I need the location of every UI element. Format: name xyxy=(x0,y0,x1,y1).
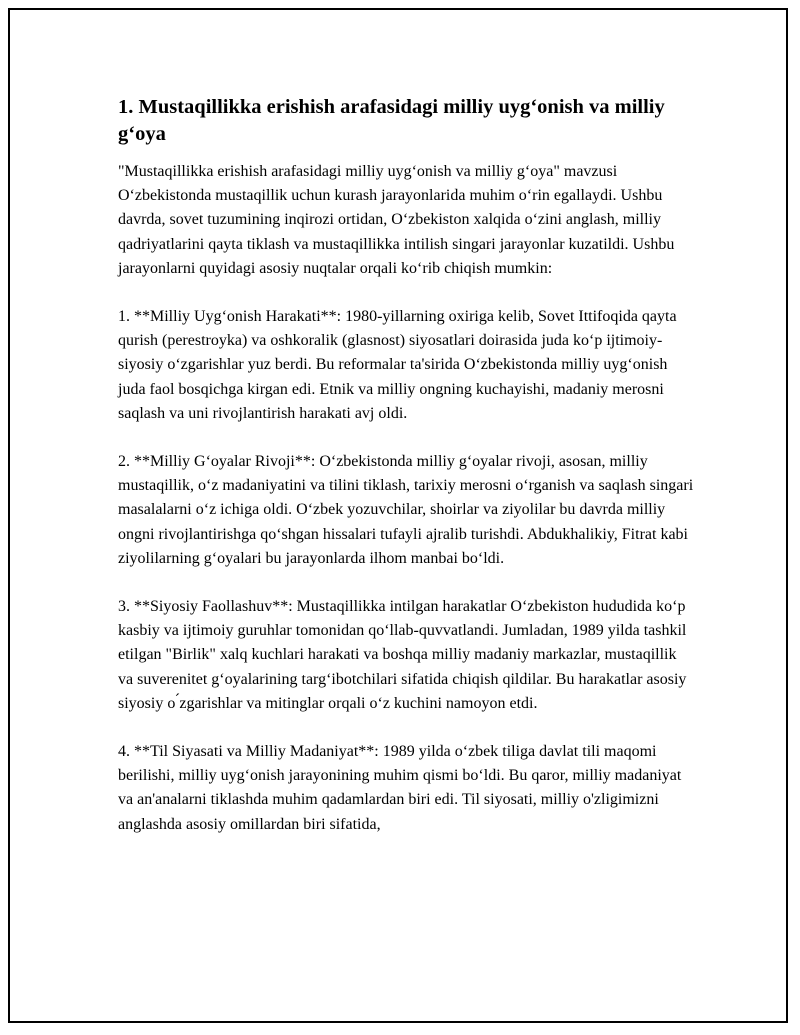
page-frame xyxy=(8,8,788,1023)
paragraph-intro: "Mustaqillikka erishish arafasidagi milliy uyg‘onish va milliy g‘oya" mavzusi O‘zbekistonda mustaqillik uchun kurash jarayonlarida muhim o‘rin egallaydi. Ushbu davrda, sovet tuzumining inqirozi ortidan, O‘zbekiston xalqida o‘zini anglash, milliy qadriyatlarini qayta tiklash va mustaqillikka intilish singari jarayonlar kuzatildi. Ushbu jarayonlarni quyidagi asosiy nuqtalar orqali ko‘rib chiqish mumkin: xyxy=(118,163,675,277)
paragraph-point-3: 3. **Siyosiy Faollashuv**: Mustaqillikka intilgan harakatlar O‘zbekiston hududida ko‘p kasbiy va ijtimoiy guruhlar tomonidan qo‘llab-quvvatlandi. Jumladan, 1989 yilda tashkil etilgan "Birlik" xalq kuchlari harakati va boshqa milliy madaniy markazlar, mustaqillik va suverenitet g‘oyalarining targ‘ibotchilari sifatida chiqish qildilar. Bu harakatlar asosiy siyosiy o ́zgarishlar va mitinglar orqali o‘z kuchini namoyon etdi. xyxy=(118,598,687,712)
paragraph-point-4: 4. **Til Siyasati va Milliy Madaniyat**: 1989 yilda o‘zbek tiliga davlat tili maqomi berilishi, milliy uyg‘onish jarayonining muhim qismi bo‘ldi. Bu qaror, milliy madaniyat va an'analarni tiklashda muhim qadamlardan biri edi. Til siyosati, milliy o'zligimizni anglashda asosiy omillardan biri sifatida, xyxy=(118,743,682,833)
paragraph-point-1: 1. **Milliy Uyg‘onish Harakati**: 1980-yillarning oxiriga kelib, Sovet Ittifoqida qayta qurish (perestroyka) va oshkoralik (glasnost) siyosatlari doirasida juda ko‘p ijtimoiy-siyosiy o‘zgarishlar yuz berdi. Bu reformalar ta'sirida O‘zbekistonda milliy uyg‘onish juda faol bosqichga kirgan edi. Etnik va milliy ongning kuchayishi, madaniy merosni saqlash va uni rivojlantirish harakati avj oldi. xyxy=(118,308,677,422)
document-title: 1. Mustaqillikka erishish arafasidagi milliy uyg‘onish va milliy g‘oya xyxy=(118,96,665,145)
paragraph-point-2: 2. **Milliy G‘oyalar Rivoji**: O‘zbekistonda milliy g‘oyalar rivoji, asosan, milliy mustaqillik, o‘z madaniyatini va tilini tiklash, tarixiy merosni o‘rganish va saqlash singari masalalarni o‘z ichiga oldi. O‘zbek yozuvchilar, shoirlar va ziyolilar bu davrda milliy ongni rivojlantirishga qo‘shgan hissalari tufayli ajralib turishdi. Abdukhalikiy, Fitrat kabi ziyolilarning g‘oyalari bu jarayonlarda ilhom manbai bo‘ldi. xyxy=(118,453,694,567)
document-body xyxy=(118,94,694,861)
